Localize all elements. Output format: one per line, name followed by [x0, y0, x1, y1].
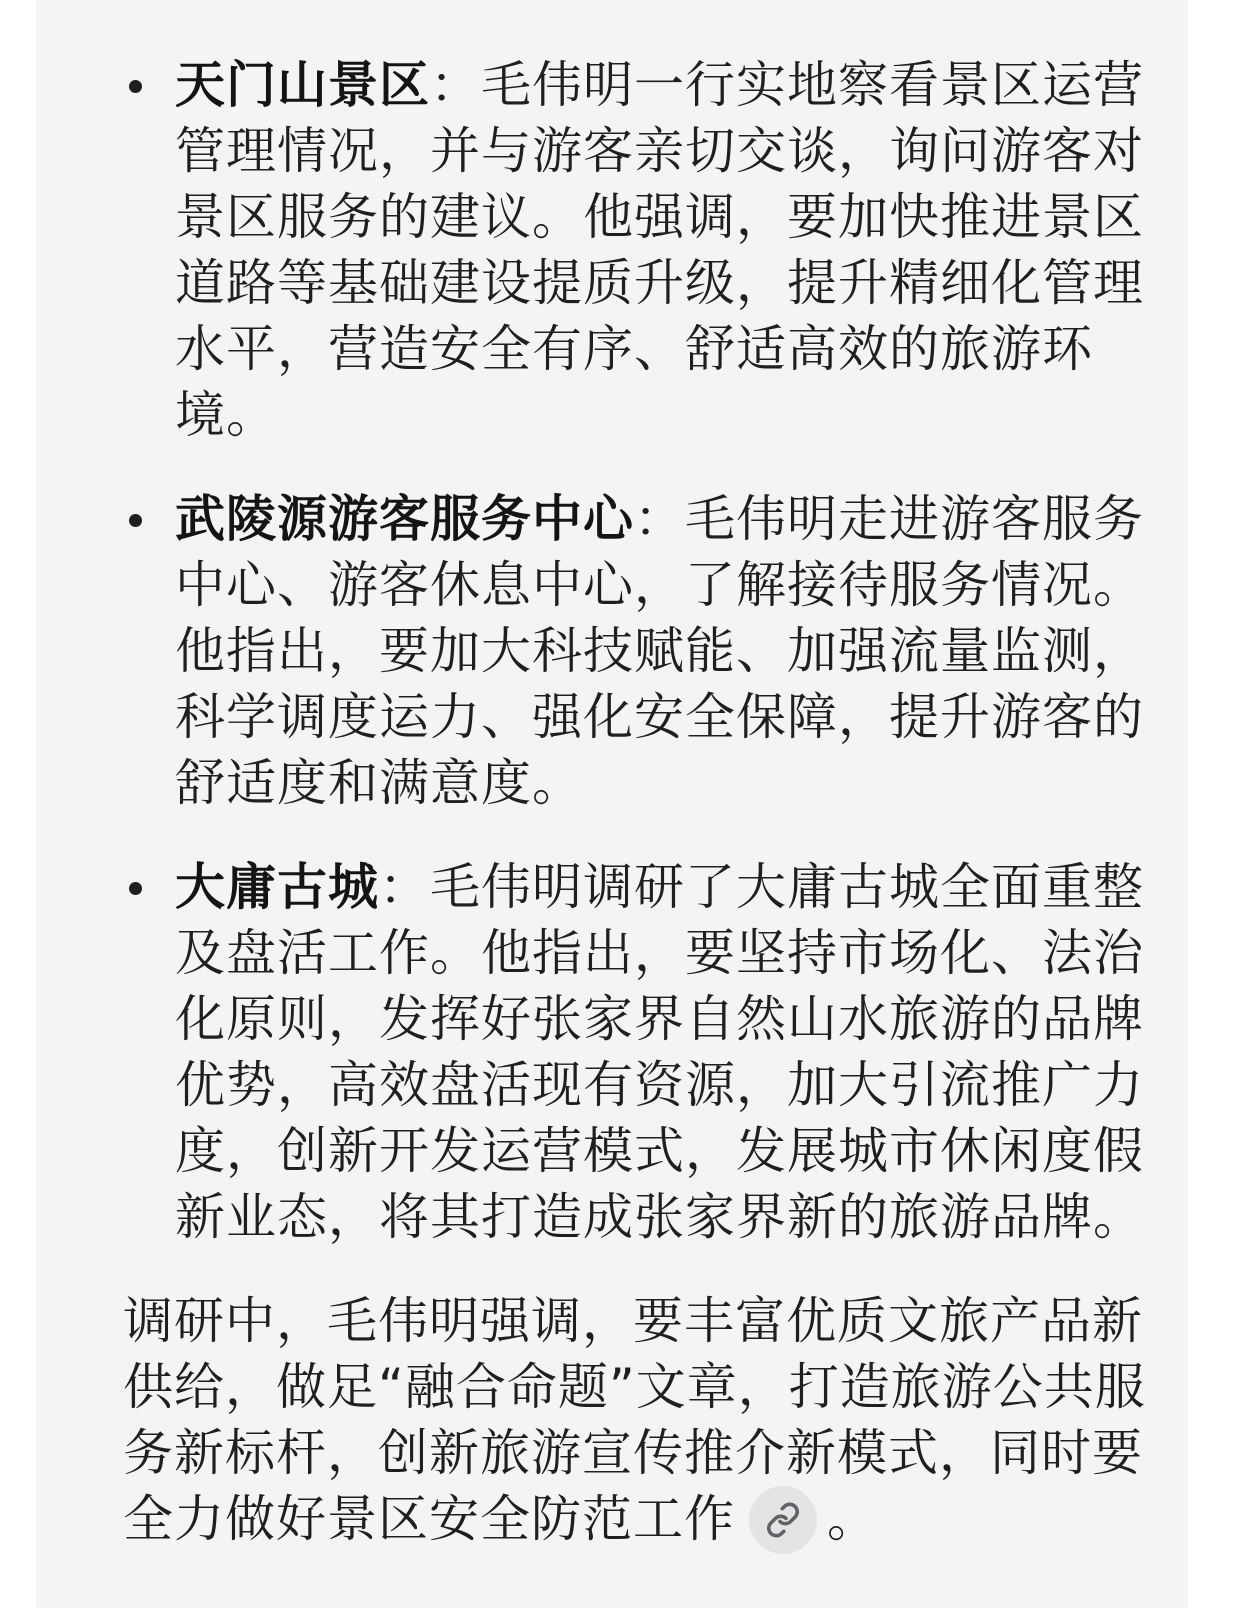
- bullet-dot: [129, 80, 142, 93]
- item-separator: ：: [430, 56, 481, 114]
- bullet-list: [123, 52, 1163, 1250]
- item-text: 毛伟明调研了大庸古城全面重整及盘活工作。他指出，要坚持市场化、法治化原则，发挥好张家界自然山水旅游的品牌优势，高效盘活现有资源，加大引流推广力度，创新开发运营模式，发展城市休闲度假新业态，将其打造成张家界新的旅游品牌。: [175, 858, 1144, 1246]
- item-text: 毛伟明一行实地察看景区运营管理情况，并与游客亲切交谈，询问游客对景区服务的建议。他强调，要加快推进景区道路等基础建设提质升级，提升精细化管理水平，营造安全有序、舒适高效的旅游环境。: [175, 56, 1144, 444]
- list-item: [123, 854, 1163, 1250]
- list-item: [123, 486, 1163, 816]
- message-content: [123, 52, 1163, 1554]
- item-title: 天门山景区: [175, 56, 430, 114]
- summary-end: 。: [827, 1490, 878, 1548]
- bullet-dot: [129, 882, 142, 895]
- item-title: 武陵源游客服务中心: [175, 490, 634, 548]
- source-link-button[interactable]: [749, 1486, 817, 1554]
- link-icon: [765, 1502, 801, 1538]
- message-panel: [36, 0, 1188, 1608]
- bullet-dot: [129, 514, 142, 527]
- item-separator: ：: [634, 490, 685, 548]
- item-title: 大庸古城: [175, 858, 379, 916]
- summary-paragraph: [123, 1288, 1163, 1554]
- item-text: 毛伟明走进游客服务中心、游客休息中心，了解接待服务情况。他指出，要加大科技赋能、加强流量监测，科学调度运力、强化安全保障，提升游客的舒适度和满意度。: [175, 490, 1144, 812]
- item-separator: ：: [379, 858, 430, 916]
- summary-text: 调研中，毛伟明强调，要丰富优质文旅产品新供给，做足“融合命题”文章，打造旅游公共服务新标杆，创新旅游宣传推介新模式，同时要全力做好景区安全防范工作: [123, 1292, 1146, 1548]
- list-item: [123, 52, 1163, 448]
